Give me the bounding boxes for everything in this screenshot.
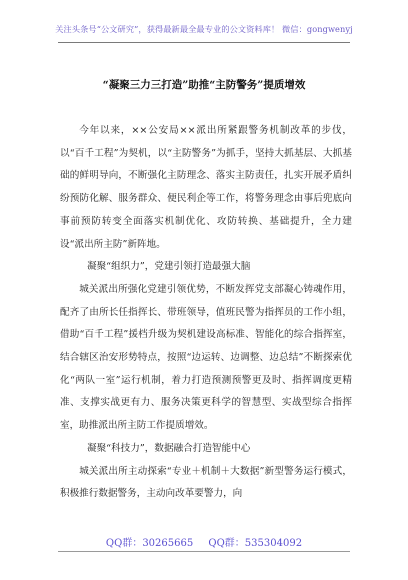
paragraph-organization: 城关派出所强化党建引领优势，不断发挥党支部凝心铸魂作用，配齐了由所长任指挥长、带班领导，值班民警为指挥员的工作小组，借助“百千工程”援档升级为契机建设高标准、智能化的综合指挥室，结合辖区治安形势特点，按照“边运转、边调整、边总结”不断探索优化“两队一室”运行机制，着力打造预测预警更及时、指挥调度更精准、支撑实战更有力、服务决策更科学的智慧型、实战型综合指挥室，助推派出所主防工作提质增效。 [60,283,352,432]
footer-qq-group-2: QQ群：535304092 [208,538,303,549]
section-heading-technology: 凝聚“科技力”，数据融合打造智能中心 [87,442,251,454]
footer-qq-group-1: QQ群：30265665 [105,538,194,549]
document-title: “凝聚三力三打造”助推“主防警务”提质增效 [102,79,306,91]
document-body [60,120,352,506]
header-divider [58,42,350,43]
paragraph-technology: 城关派出所主动探索“专业＋机制＋大数据”新型警务运行模式，积极推行数据警务，主动向改革要警力，向 [60,465,352,500]
section-heading-organization: 凝聚“组织力”，党建引领打造最强大脑 [87,261,251,273]
paragraph-intro: 今年以来，××公安局××派出所紧跟警务机制改革的步伐，以“百千工程”为契机，以“主防警务”为抓手，坚持大抓基层、大抓基础的鲜明导向，不断强化主防理念、落实主防责任，扎实开展矛盾纠纷预防化解、服务群众、便民利企等工作，将警务理念由事后兜底向事前预防转变全面落实机制优化、攻防转换、基础提升，全力建设“派出所主防”新阵地。 [60,125,352,250]
header-note: 关注头条号“公文研究”，获得最新最全最专业的公文资料库！ 微信：gongwenyj [55,24,353,34]
footer-contacts [0,534,408,549]
footer-divider [58,551,350,552]
